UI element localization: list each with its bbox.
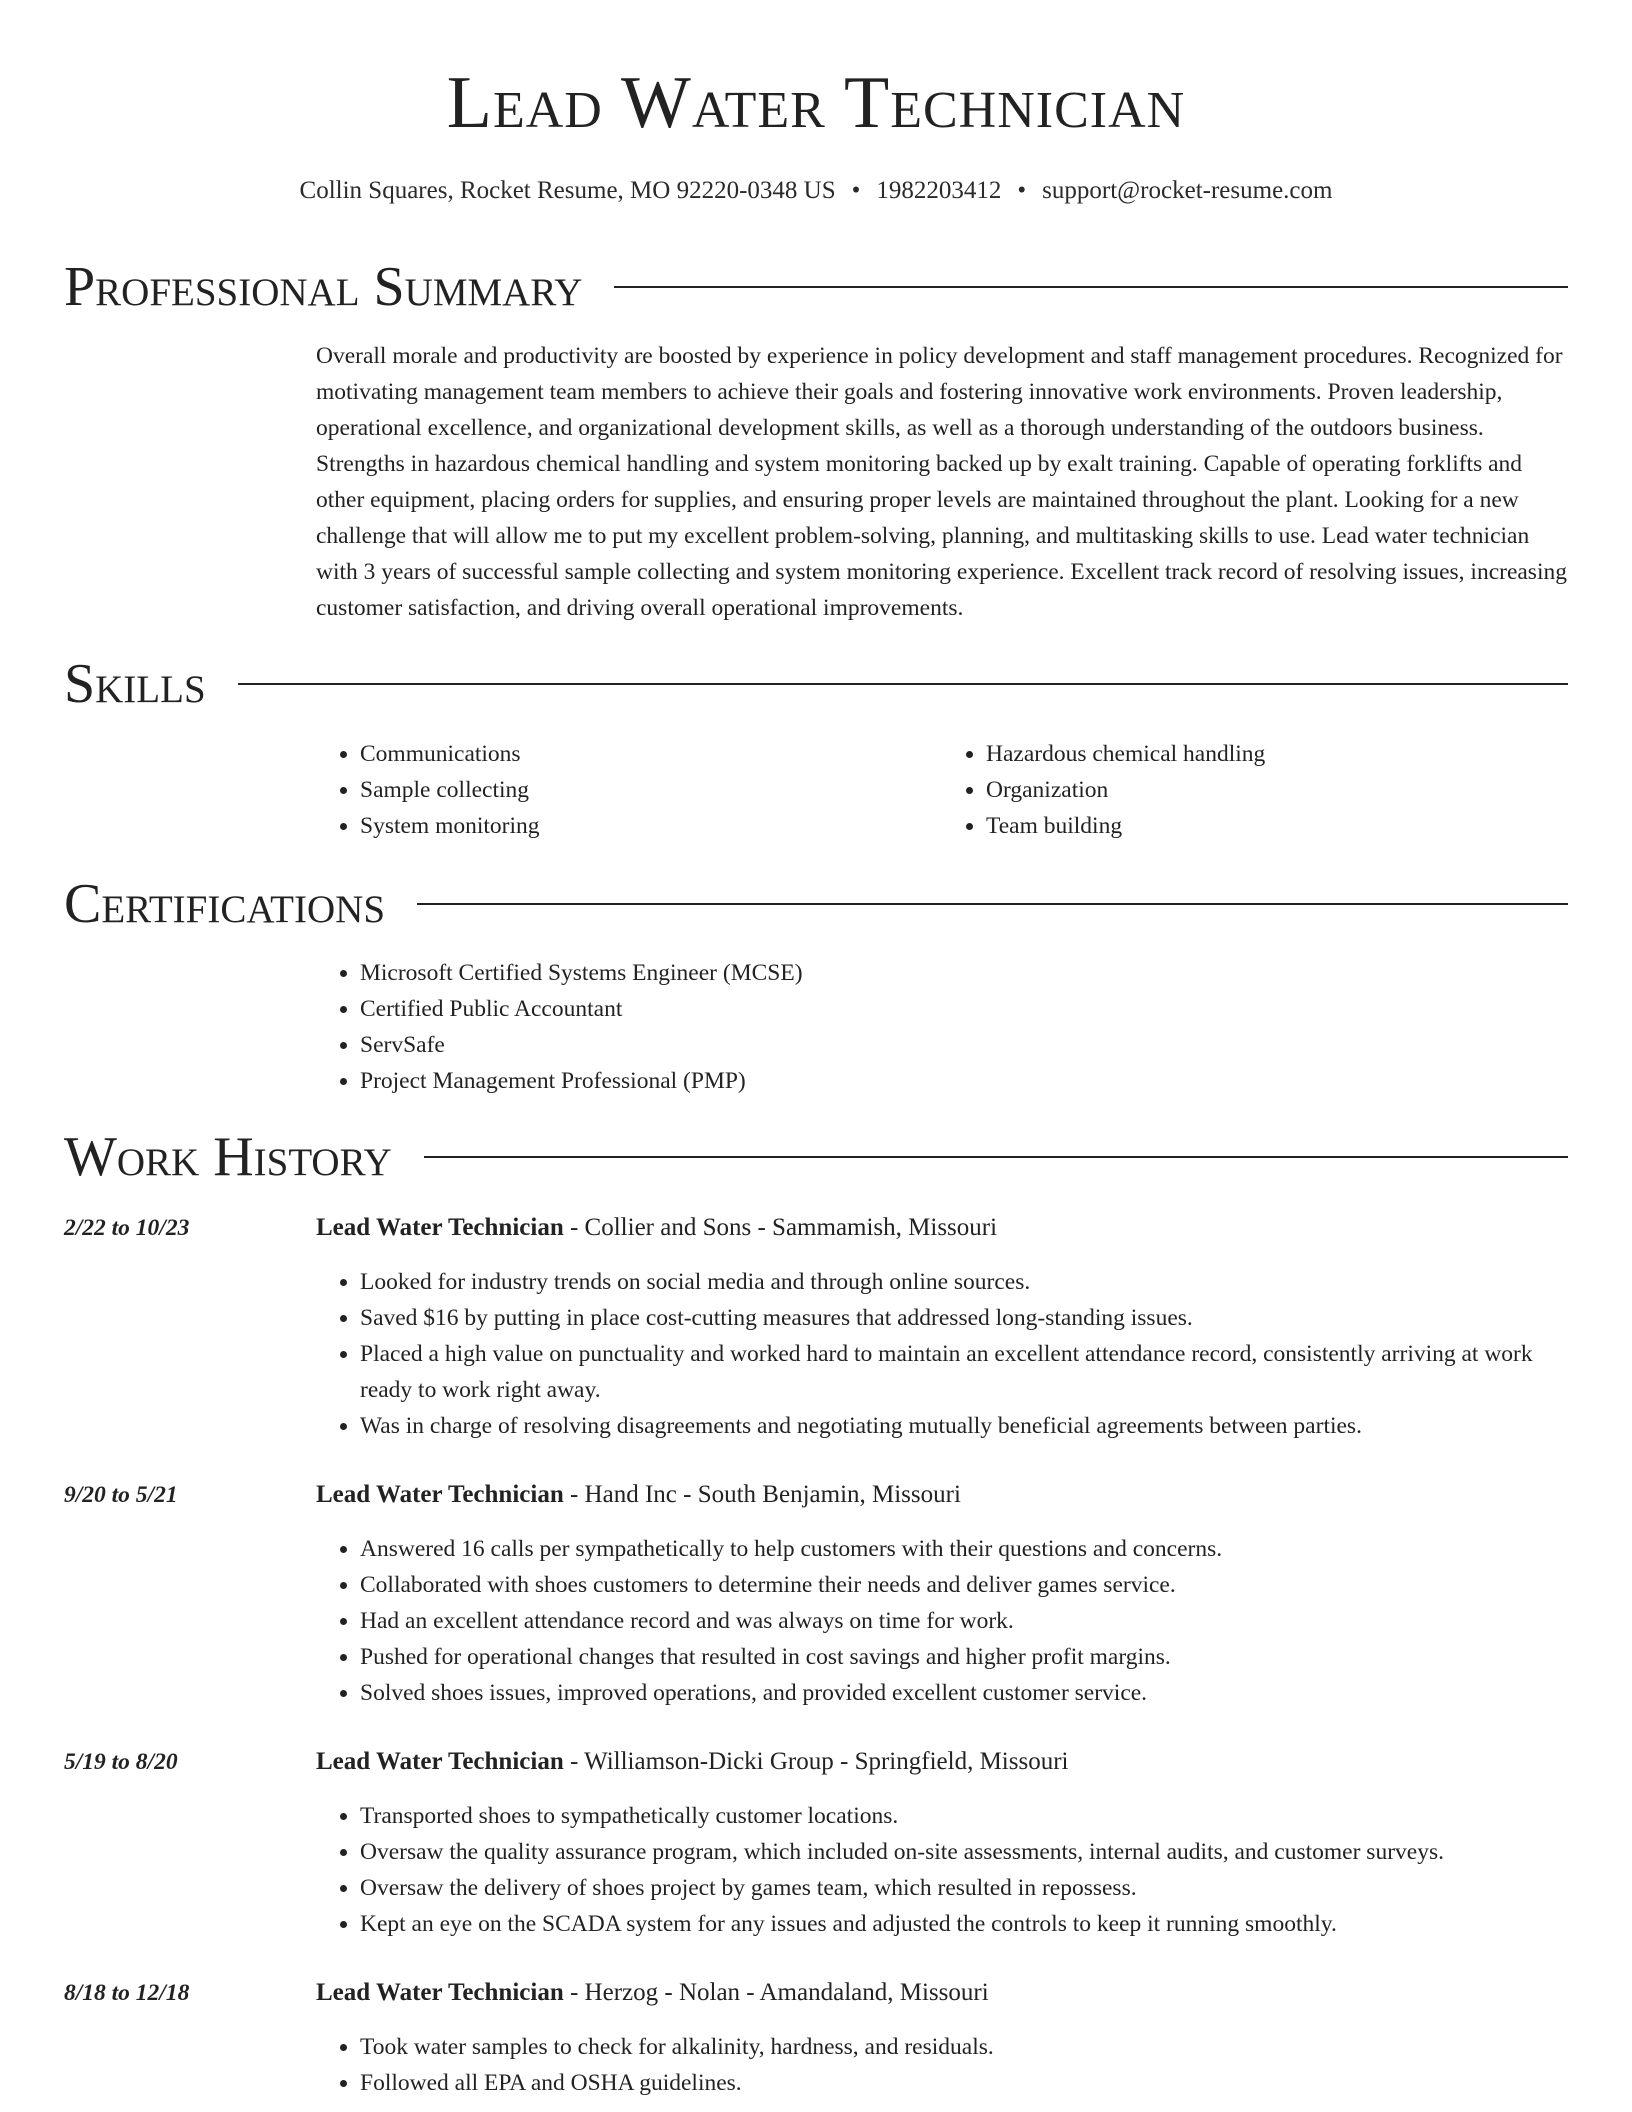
job-title: Lead Water Technician bbox=[316, 1748, 564, 1775]
contact-address: Collin Squares, Rocket Resume, MO 92220-0348 US bbox=[299, 177, 836, 204]
job-bullet: • Answered 16 calls per sympathetically to help customers with their questions and concerns. bbox=[360, 1531, 1568, 1567]
job-bullet: • Oversaw the delivery of shoes project by games team, which resulted in repossess. bbox=[360, 1870, 1568, 1906]
job-bullet: • Kept an eye on the SCADA system for any issues and adjusted the controls to keep it running smoothly. bbox=[360, 1906, 1568, 1942]
job-dates: 5/19 to 8/20 bbox=[64, 1749, 178, 1775]
job-details: - Collier and Sons - Sammamish, Missouri bbox=[563, 1214, 998, 1241]
job-entry bbox=[316, 1477, 1568, 1711]
skill-item: • Hazardous chemical handling bbox=[986, 736, 1568, 772]
section-divider bbox=[614, 286, 1568, 288]
work-history-heading bbox=[64, 1124, 1568, 1190]
section-divider bbox=[417, 903, 1568, 905]
summary-heading bbox=[64, 254, 1568, 320]
certification-item: • Microsoft Certified Systems Engineer (MCSE) bbox=[360, 955, 1568, 991]
job-bullet: • Looked for industry trends on social media and through online sources. bbox=[360, 1264, 1568, 1300]
job-entry bbox=[316, 1210, 1568, 1444]
job-details: - Herzog - Nolan - Amandaland, Missouri bbox=[563, 1979, 989, 2006]
job-title-line bbox=[316, 1744, 1568, 1780]
job-bullets bbox=[316, 1531, 1568, 1711]
job-title-line bbox=[316, 1477, 1568, 1513]
job-bullet: • Solved shoes issues, improved operations, and provided excellent customer service. bbox=[360, 1675, 1568, 1711]
section-divider bbox=[424, 1156, 1568, 1158]
job-bullets bbox=[316, 1264, 1568, 1444]
job-title: Lead Water Technician bbox=[316, 1979, 564, 2006]
job-bullet: • Followed all EPA and OSHA guidelines. bbox=[360, 2065, 1568, 2101]
job-entry bbox=[316, 1975, 1568, 2101]
contact-line bbox=[0, 174, 1632, 208]
job-bullets bbox=[316, 1798, 1568, 1942]
job-bullet: • Transported shoes to sympathetically customer locations. bbox=[360, 1798, 1568, 1834]
certification-item: • ServSafe bbox=[360, 1027, 1568, 1063]
skills-title: Skills bbox=[64, 653, 206, 715]
job-bullet: • Pushed for operational changes that resulted in cost savings and higher profit margins. bbox=[360, 1639, 1568, 1675]
contact-email: support@rocket-resume.com bbox=[1042, 177, 1333, 204]
certifications-title: Certifications bbox=[64, 873, 386, 935]
skills-list bbox=[316, 736, 1568, 844]
contact-separator: • bbox=[1017, 177, 1027, 204]
job-dates: 8/18 to 12/18 bbox=[64, 1980, 190, 2006]
job-dates: 9/20 to 5/21 bbox=[64, 1482, 178, 1508]
summary-text: Overall morale and productivity are boosted by experience in policy development and staff management procedures. Recognized for motivating management team members to achieve their goals and fostering innovative work environments. Proven leadership, operational excellence, and organizational development skills, as well as a thorough understanding of the outdoors business. Strengths in hazardous chemical handling and system monitoring backed up by exalt training. Capable of operating forklifts and other equipment, placing orders for supplies, and ensuring proper levels are maintained throughout the plant. Looking for a new challenge that will allow me to put my excellent problem-solving, planning, and multitasking skills to use. Lead water technician with 3 years of successful sample collecting and system monitoring experience. Excellent track record of resolving issues, increasing customer satisfaction, and driving overall operational improvements. bbox=[316, 343, 1567, 621]
job-details: - Hand Inc - South Benjamin, Missouri bbox=[563, 1481, 961, 1508]
job-bullet: • Was in charge of resolving disagreements and negotiating mutually beneficial agreements between parties. bbox=[360, 1408, 1568, 1444]
certification-item: • Project Management Professional (PMP) bbox=[360, 1063, 1568, 1099]
resume-name: Lead Water Technician bbox=[446, 62, 1186, 144]
job-bullet: • Collaborated with shoes customers to determine their needs and deliver games service. bbox=[360, 1567, 1568, 1603]
job-bullet: • Took water samples to check for alkalinity, hardness, and residuals. bbox=[360, 2029, 1568, 2065]
skill-item: • Communications bbox=[360, 736, 942, 772]
job-dates: 2/22 to 10/23 bbox=[64, 1215, 190, 1241]
skill-item: • Sample collecting bbox=[360, 772, 942, 808]
skills-column-right bbox=[942, 736, 1568, 844]
job-bullet: • Saved $16 by putting in place cost-cutting measures that addressed long-standing issues. bbox=[360, 1300, 1568, 1336]
job-title: Lead Water Technician bbox=[316, 1481, 564, 1508]
certifications-heading bbox=[64, 871, 1568, 937]
job-entry bbox=[316, 1744, 1568, 1942]
skills-column-left bbox=[316, 736, 942, 844]
job-title-line bbox=[316, 1975, 1568, 2011]
skill-item: • Team building bbox=[986, 808, 1568, 844]
job-bullet: • Oversaw the quality assurance program, which included on-site assessments, internal audits, and customer surveys. bbox=[360, 1834, 1568, 1870]
contact-phone: 1982203412 bbox=[876, 177, 1002, 204]
job-title: Lead Water Technician bbox=[316, 1214, 564, 1241]
certification-item: • Certified Public Accountant bbox=[360, 991, 1568, 1027]
job-bullet: • Placed a high value on punctuality and worked hard to maintain an excellent attendance record, consistently arriving at work ready to work right away. bbox=[360, 1336, 1568, 1408]
job-bullets bbox=[316, 2029, 1568, 2101]
skills-heading bbox=[64, 651, 1568, 717]
summary-title: Professional Summary bbox=[64, 256, 583, 318]
section-divider bbox=[238, 683, 1568, 685]
work-history-title: Work History bbox=[64, 1126, 392, 1188]
skill-item: • Organization bbox=[986, 772, 1568, 808]
certifications-list bbox=[316, 955, 1568, 1099]
job-details: - Williamson-Dicki Group - Springfield, Missouri bbox=[563, 1748, 1069, 1775]
contact-separator: • bbox=[851, 177, 861, 204]
job-title-line bbox=[316, 1210, 1568, 1246]
summary-block bbox=[316, 338, 1568, 626]
job-bullet: • Had an excellent attendance record and was always on time for work. bbox=[360, 1603, 1568, 1639]
skill-item: • System monitoring bbox=[360, 808, 942, 844]
